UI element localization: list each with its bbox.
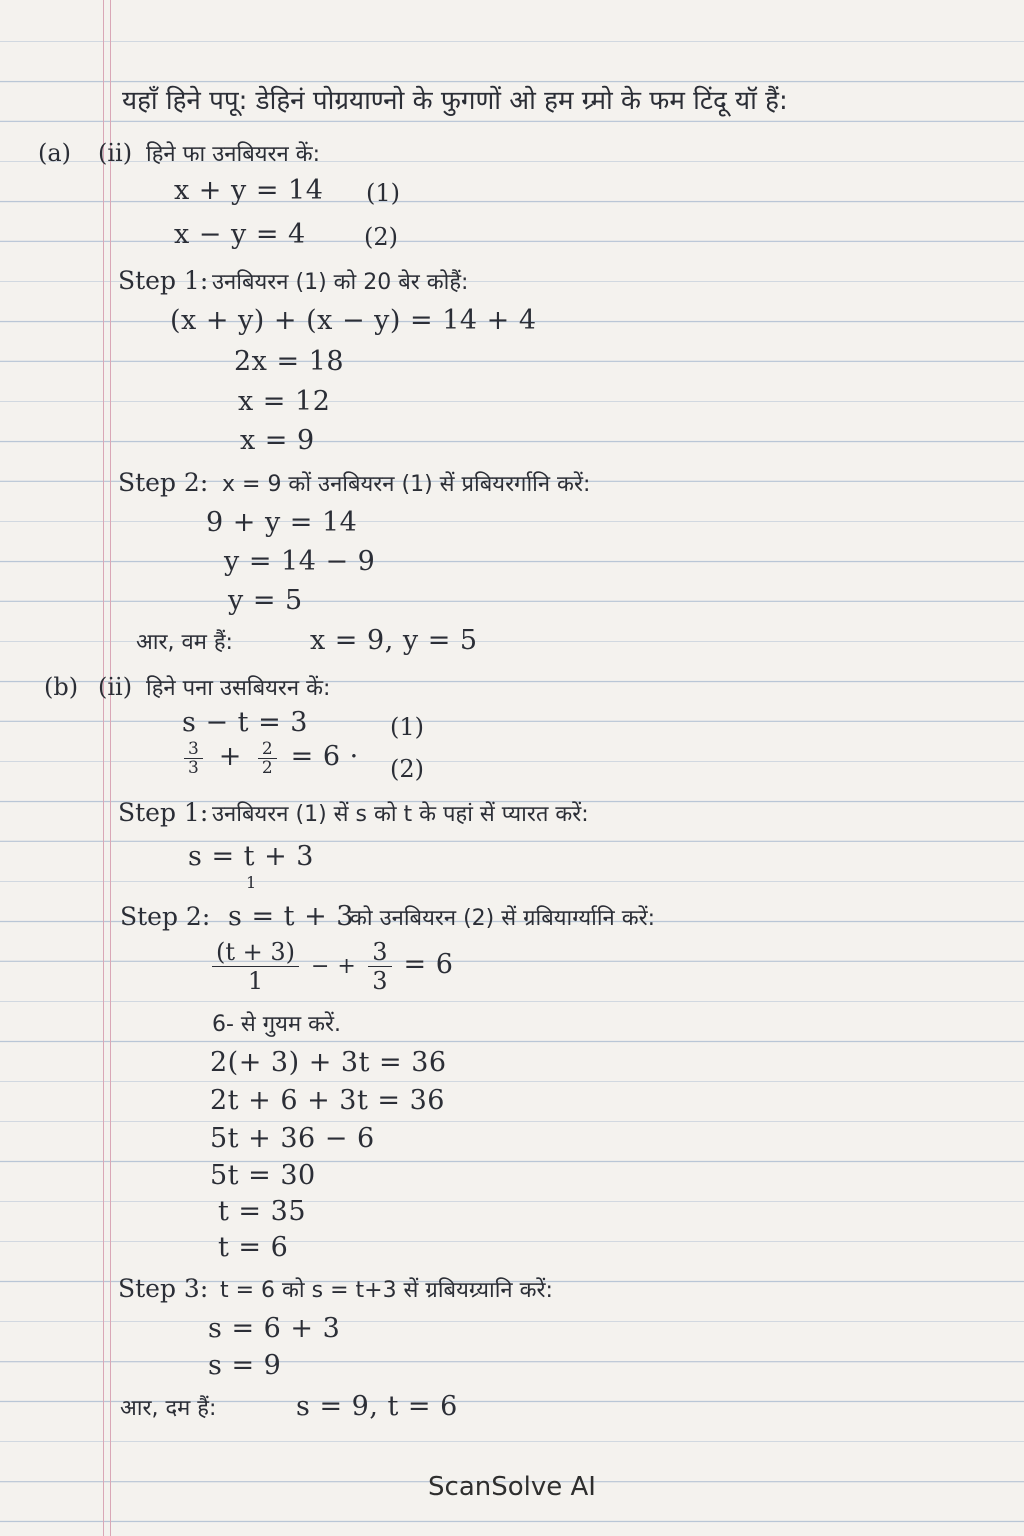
part-b-label: (b)	[44, 673, 79, 701]
part-a-step2-line-3: y = 5	[228, 585, 303, 616]
part-b-step2-expr: s = t + 3	[228, 901, 354, 932]
part-b-step2-line-3: 5t + 36 − 6	[210, 1123, 375, 1154]
fraction-denominator: 3	[188, 758, 199, 778]
part-a-label: (a)	[38, 139, 72, 167]
fraction-numerator: 3	[184, 740, 203, 759]
part-a-step2-text: x = 9 कों उनबियरन (1) सें प्रबियरर्गानि करें:	[222, 472, 591, 497]
part-b-eq2-fraction-2	[258, 740, 277, 777]
part-b-equation-2-tag: (2)	[390, 755, 424, 783]
part-b-step2-fraction-equation	[212, 938, 453, 995]
part-b-step3-line-1: s = 6 + 3	[208, 1313, 341, 1344]
part-b-step1-mark: 1	[246, 873, 257, 892]
part-b-step2-line-2: 2t + 6 + 3t = 36	[210, 1085, 445, 1116]
part-b-eq2-fraction-1	[184, 740, 203, 777]
part-b-step2-rhs: = 6	[403, 949, 454, 980]
part-b-step1-line: s = t + 3	[188, 841, 314, 872]
part-b-step2-line-1: 2(+ 3) + 3t = 36	[210, 1047, 447, 1078]
part-b-equation-1-tag: (1)	[390, 713, 424, 741]
part-a-step1-line-2: 2x = 18	[234, 346, 345, 377]
part-a-step1-text: उनबियरन (1) को 20 बेर कोहैं:	[212, 270, 469, 295]
part-b-step3-label: Step 3:	[118, 1274, 209, 1303]
part-b-step3-line-2: s = 9	[208, 1350, 282, 1381]
part-a-instruction: हिने फा उनबियरन कें:	[146, 142, 321, 167]
part-b-step2-fraction-2	[368, 938, 391, 995]
part-a-equation-1-tag: (1)	[366, 179, 400, 207]
part-b-step3-text: t = 6 को s = t+3 सें ग्रबियग्र्यानि करें:	[220, 1278, 553, 1303]
part-a-step2-label: Step 2:	[118, 468, 209, 497]
part-b-step2-text: को उनबियरन (2) सें ग्रबियार्ग्यानि करें:	[350, 906, 656, 931]
part-b-result-prefix: आर, दम हैं:	[120, 1396, 217, 1421]
part-a-result-prefix: आर, वम हैं:	[136, 630, 233, 655]
part-b-multiply-line: 6- से गुयम करें.	[212, 1012, 341, 1037]
part-b-sub-label: (ii)	[98, 673, 133, 701]
margin-line-right	[110, 0, 111, 1536]
fraction-denominator: 1	[247, 967, 264, 995]
part-b-step1-label: Step 1:	[118, 798, 209, 827]
fraction-numerator: 2	[258, 740, 277, 759]
part-b-equation-1: s − t = 3	[182, 707, 308, 738]
part-b-step2-line-4: 5t = 30	[210, 1160, 316, 1191]
part-b-instruction: हिने पना उसबियरन कें:	[146, 676, 331, 701]
part-a-sub-label: (ii)	[98, 139, 133, 167]
part-a-equation-1: x + y = 14	[174, 175, 324, 206]
fraction-denominator: 3	[372, 967, 388, 995]
part-a-step1-line-1: (x + y) + (x − y) = 14 + 4	[170, 305, 537, 336]
part-a-step2-line-2: y = 14 − 9	[224, 546, 376, 577]
part-b-equation-2	[184, 740, 359, 777]
part-b-eq2-rhs: = 6 ·	[290, 741, 359, 772]
plus-sign: +	[218, 741, 242, 772]
part-a-step1-line-3: x = 12	[238, 386, 331, 417]
part-a-result: x = 9, y = 5	[310, 625, 478, 656]
part-b-step2-label: Step 2:	[120, 902, 211, 931]
part-b-step2-line-6: t = 6	[218, 1232, 289, 1263]
part-a-equation-2: x − y = 4	[174, 219, 306, 250]
part-b-result: s = 9, t = 6	[296, 1391, 458, 1422]
part-a-step2-line-1: 9 + y = 14	[206, 507, 358, 538]
margin-line-left	[103, 0, 104, 1536]
part-b-step2-line-5: t = 35	[218, 1196, 306, 1227]
part-a-step1-label: Step 1:	[118, 266, 209, 295]
part-b-step2-fraction-1	[212, 938, 299, 995]
part-a-step1-line-4: x = 9	[240, 425, 315, 456]
fraction-denominator: 2	[261, 758, 273, 778]
intro-heading: यहाँ हिने पपू: डेहिनं पोग्रयाण्नो के फुगणों ओ हम ग्र्मो के फम टिंदू यॉ हैं:	[122, 86, 788, 116]
part-b-step1-text: उनबियरन (1) सें s को t के पहां सें प्यारत करें:	[212, 802, 589, 827]
footer-brand: ScanSolve AI	[428, 1472, 596, 1502]
fraction-numerator: 3	[368, 938, 391, 967]
fraction-numerator: (t + 3)	[212, 938, 299, 967]
part-a-equation-2-tag: (2)	[364, 223, 398, 251]
part-b-step2-operator: − +	[310, 954, 357, 979]
